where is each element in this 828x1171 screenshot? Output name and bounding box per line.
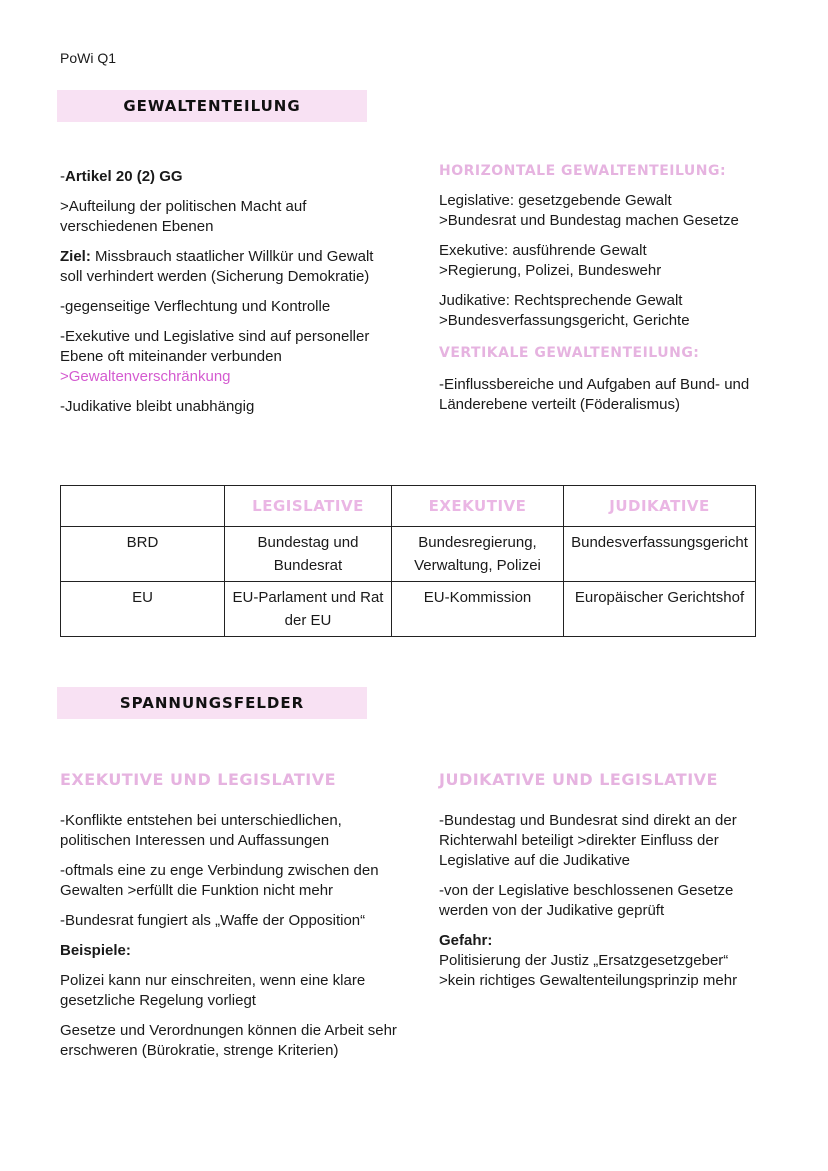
gefahr-label: Gefahr: — [439, 932, 493, 949]
gefahr-text: Politisierung der Justiz „Ersatzgesetzgeber“ >kein richtiges Gewaltenteilungsprinzip mehr — [439, 952, 738, 989]
gewalten-table — [60, 485, 756, 637]
table-header-exekutive: EXEKUTIVE — [392, 486, 564, 527]
gewaltenteilung-right-column — [439, 163, 779, 425]
table-header-legislative: LEGISLATIVE — [225, 486, 392, 527]
gewaltenteilung-left-column — [60, 167, 400, 427]
table-cell: Bundesregierung, Verwaltung, Polizei — [392, 527, 564, 582]
ziel-text: Ziel: Missbrauch staatlicher Willkür und Gewalt soll verhindert werden (Sicherung Demokratie) — [60, 248, 374, 285]
verbindung-text: -oftmals eine zu enge Verbindung zwischen den Gewalten >erfüllt die Funktion nicht mehr — [60, 862, 379, 899]
personell-text: -Exekutive und Legislative sind auf personeller Ebene oft miteinander verbunden >Gewaltenverschränkung — [60, 328, 370, 385]
vertical-title: VERTIKALE GEWALTENTEILUNG: — [439, 345, 700, 361]
beispiele-label: Beispiele: — [60, 942, 131, 959]
table-cell: BRD — [61, 527, 225, 582]
bundesrat-text: -Bundesrat fungiert als „Waffe der Opposition“ — [60, 912, 366, 929]
judikative-legislative-title: JUDIKATIVE UND LEGISLATIVE — [439, 770, 718, 789]
konflikte-text: -Konflikte entstehen bei unterschiedlichen, politischen Interessen und Auffassungen — [60, 812, 342, 849]
table-header-judikative: JUDIKATIVE — [564, 486, 756, 527]
judikative-unabhaengig-text: -Judikative bleibt unabhängig — [60, 398, 255, 415]
verflechtung-text: -gegenseitige Verflechtung und Kontrolle — [60, 298, 331, 315]
table-cell: Bundestag und Bundesrat — [225, 527, 392, 582]
exekutive-legislative-title: EXEKUTIVE UND LEGISLATIVE — [60, 770, 337, 789]
article-line: -Artikel 20 (2) GG — [60, 168, 183, 185]
horizontal-legislative: Legislative: gesetzgebende Gewalt >Bundesrat und Bundestag machen Gesetze — [439, 192, 739, 229]
richterwahl-text: -Bundestag und Bundesrat sind direkt an der Richterwahl beteiligt >direkter Einfluss der Legislative auf die Judikative — [439, 812, 737, 869]
spannungsfelder-left-column — [60, 770, 405, 1071]
table-cell: Bundesverfassungsgericht — [564, 527, 756, 582]
table-row — [61, 582, 756, 637]
aufteilung-text: >Aufteilung der politischen Macht auf verschiedenen Ebenen — [60, 198, 307, 235]
horizontal-judikative: Judikative: Rechtsprechende Gewalt >Bundesverfassungsgericht, Gerichte — [439, 292, 690, 329]
table-header-row — [61, 486, 756, 527]
table-cell: EU — [61, 582, 225, 637]
course-label: PoWi Q1 — [60, 50, 117, 66]
spannungsfelder-right-column — [439, 770, 779, 1001]
vertical-text: -Einflussbereiche und Aufgaben auf Bund- und Länderebene verteilt (Föderalismus) — [439, 376, 750, 413]
gesetze-gepruefte-text: -von der Legislative beschlossenen Gesetze werden von der Judikative geprüft — [439, 882, 734, 919]
table-cell: EU-Kommission — [392, 582, 564, 637]
section-title-gewaltenteilung: GEWALTENTEILUNG — [57, 90, 367, 122]
table-cell: EU-Parlament und Rat der EU — [225, 582, 392, 637]
gewaltenverschraenkung-text: >Gewaltenverschränkung — [60, 368, 231, 385]
beispiel-polizei: Polizei kann nur einschreiten, wenn eine klare gesetzliche Regelung vorliegt — [60, 972, 366, 1009]
table-row — [61, 527, 756, 582]
horizontal-exekutive: Exekutive: ausführende Gewalt >Regierung, Polizei, Bundeswehr — [439, 242, 662, 279]
beispiel-gesetze: Gesetze und Verordnungen können die Arbeit sehr erschweren (Bürokratie, strenge Kriterien) — [60, 1022, 397, 1059]
horizontal-title: HORIZONTALE GEWALTENTEILUNG: — [439, 163, 727, 179]
table-header-empty — [61, 486, 225, 527]
table-cell: Europäischer Gerichtshof — [564, 582, 756, 637]
section-title-spannungsfelder: SPANNUNGSFELDER — [57, 687, 367, 719]
